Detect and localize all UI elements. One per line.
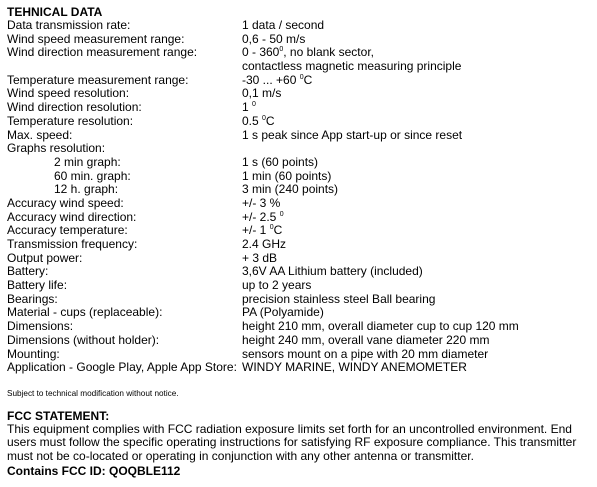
spec-row [7, 224, 593, 238]
spec-label: Output power: [7, 250, 83, 265]
spec-row [7, 60, 593, 74]
spec-value-text: 0.5 [242, 113, 263, 128]
spec-value: 1 data / second [242, 18, 325, 32]
fcc-id-line: Contains FCC ID: QOQBLE112 [7, 463, 181, 478]
spec-value: 3,6V AA Lithium battery (included) [242, 264, 423, 279]
degree-superscript: 0 [269, 224, 274, 232]
degree-superscript: 0 [279, 46, 284, 54]
spec-value-text: 0 - 360 [242, 45, 280, 60]
spec-row [7, 46, 593, 60]
spec-label: Wind speed measurement range: [7, 31, 185, 46]
spec-row [7, 129, 593, 143]
spec-value [242, 46, 374, 60]
spec-value: 0,6 - 50 m/s [242, 31, 306, 46]
spec-label: Wind direction resolution: [7, 100, 142, 115]
spec-value: 3 min (240 points) [242, 182, 339, 197]
spec-row [7, 252, 593, 266]
spec-value [242, 224, 282, 238]
spec-row [7, 101, 593, 115]
spec-row [7, 115, 593, 129]
spec-row [7, 183, 593, 197]
spec-row [7, 156, 593, 170]
spec-label [7, 60, 242, 74]
spec-value: 1 min (60 points) [242, 168, 332, 183]
spec-value-suffix: C [265, 113, 275, 128]
spec-row [7, 170, 593, 184]
spec-label: 2 min graph: [54, 154, 121, 169]
spec-row [7, 306, 593, 320]
spec-row [7, 33, 593, 47]
spec-row [7, 197, 593, 211]
spec-row [7, 74, 593, 88]
fcc-statement-text: This equipment complies with FCC radiation exposure limits set forth for an uncontrolled environment. End users must follow the specific operating instructions for satisfying RF exposure compliance. This transmitter must not be co-located or operating in conjunction with any other antenna or transmitter. [7, 421, 577, 464]
spec-label: Dimensions: [7, 319, 74, 334]
spec-value: PA (Polyamide) [242, 305, 324, 320]
spec-value-text: 1 [242, 100, 253, 115]
spec-value [242, 101, 256, 115]
spec-value [242, 74, 312, 88]
spec-value-text: +/- 2.5 [242, 209, 280, 224]
spec-value: height 210 mm, overall diameter cup to cup 120 mm [242, 319, 519, 334]
spec-label: 60 min. graph: [54, 168, 131, 183]
spec-value: sensors mount on a pipe with 20 mm diameter [242, 346, 489, 361]
spec-row [7, 361, 593, 375]
spec-label: Wind speed resolution: [7, 86, 130, 101]
spec-value: contactless magnetic measuring principle [242, 59, 462, 74]
degree-superscript: 0 [299, 73, 304, 81]
spec-value: WINDY MARINE, WINDY ANEMOMETER [242, 360, 467, 375]
spec-row [7, 334, 593, 348]
spec-label: Transmission frequency: [7, 237, 138, 251]
spec-label: Material - cups (replaceable): [7, 305, 163, 320]
degree-superscript: 0 [279, 210, 284, 218]
spec-label: Wind direction measurement range: [7, 45, 198, 60]
spec-value: up to 2 years [242, 278, 312, 293]
spec-label: Battery life: [7, 278, 68, 293]
spec-value-suffix: C [273, 223, 283, 238]
spec-label: Application - Google Play, Apple App Store: [7, 360, 237, 375]
spec-row [7, 348, 593, 362]
spec-row [7, 19, 593, 33]
spec-row [7, 211, 593, 225]
spec-label: Data transmission rate: [7, 18, 131, 32]
spec-value-suffix: C [303, 72, 313, 87]
spec-row [7, 265, 593, 279]
spec-label: 12 h. graph: [54, 182, 119, 197]
spec-value: +/- 3 % [242, 195, 281, 210]
spec-value: precision stainless steel Ball bearing [242, 291, 436, 306]
spec-row [7, 320, 593, 334]
spec-value: 1 s peak since App start-up or since reset [242, 127, 463, 142]
spec-value [242, 211, 284, 225]
spec-value: 0,1 m/s [242, 86, 282, 101]
spec-label: Temperature resolution: [7, 113, 134, 128]
spec-label: Bearings: [7, 291, 58, 306]
spec-value: + 3 dB [242, 250, 278, 265]
degree-superscript: 0 [262, 114, 266, 122]
spec-label: Graphs resolution: [7, 141, 106, 156]
spec-row [7, 142, 593, 156]
spec-label: Max. speed: [7, 127, 73, 142]
spec-label: Accuracy wind speed: [7, 195, 124, 210]
spec-row [7, 279, 593, 293]
fcc-heading: FCC STATEMENT: [7, 408, 110, 423]
modification-note: Subject to technical modification without notice. [7, 388, 179, 398]
spec-label: Battery: [7, 264, 49, 279]
spec-value: height 240 mm, overall vane diameter 220 mm [242, 332, 490, 347]
spec-value-text: +/- 1 [242, 223, 270, 238]
spec-value-text: -30 ... +60 [242, 72, 300, 87]
degree-superscript: 0 [252, 101, 256, 109]
spec-label: Accuracy temperature: [7, 223, 128, 238]
spec-label: Temperature measurement range: [7, 72, 189, 87]
spec-label: Dimensions (without holder): [7, 332, 160, 347]
document [7, 5, 593, 478]
spec-row [7, 293, 593, 307]
spec-row [7, 87, 593, 101]
spec-value [242, 115, 275, 129]
spec-label: Mounting: [7, 346, 60, 361]
spec-value: 1 s (60 points) [242, 154, 319, 169]
spec-table [7, 19, 593, 375]
technical-data-heading: TEHNICAL DATA [7, 5, 103, 19]
spec-value: 2.4 GHz [242, 237, 287, 251]
spec-value-suffix: , no blank sector, [283, 45, 374, 60]
spec-label: Accuracy wind direction: [7, 209, 137, 224]
spec-row [7, 238, 593, 252]
